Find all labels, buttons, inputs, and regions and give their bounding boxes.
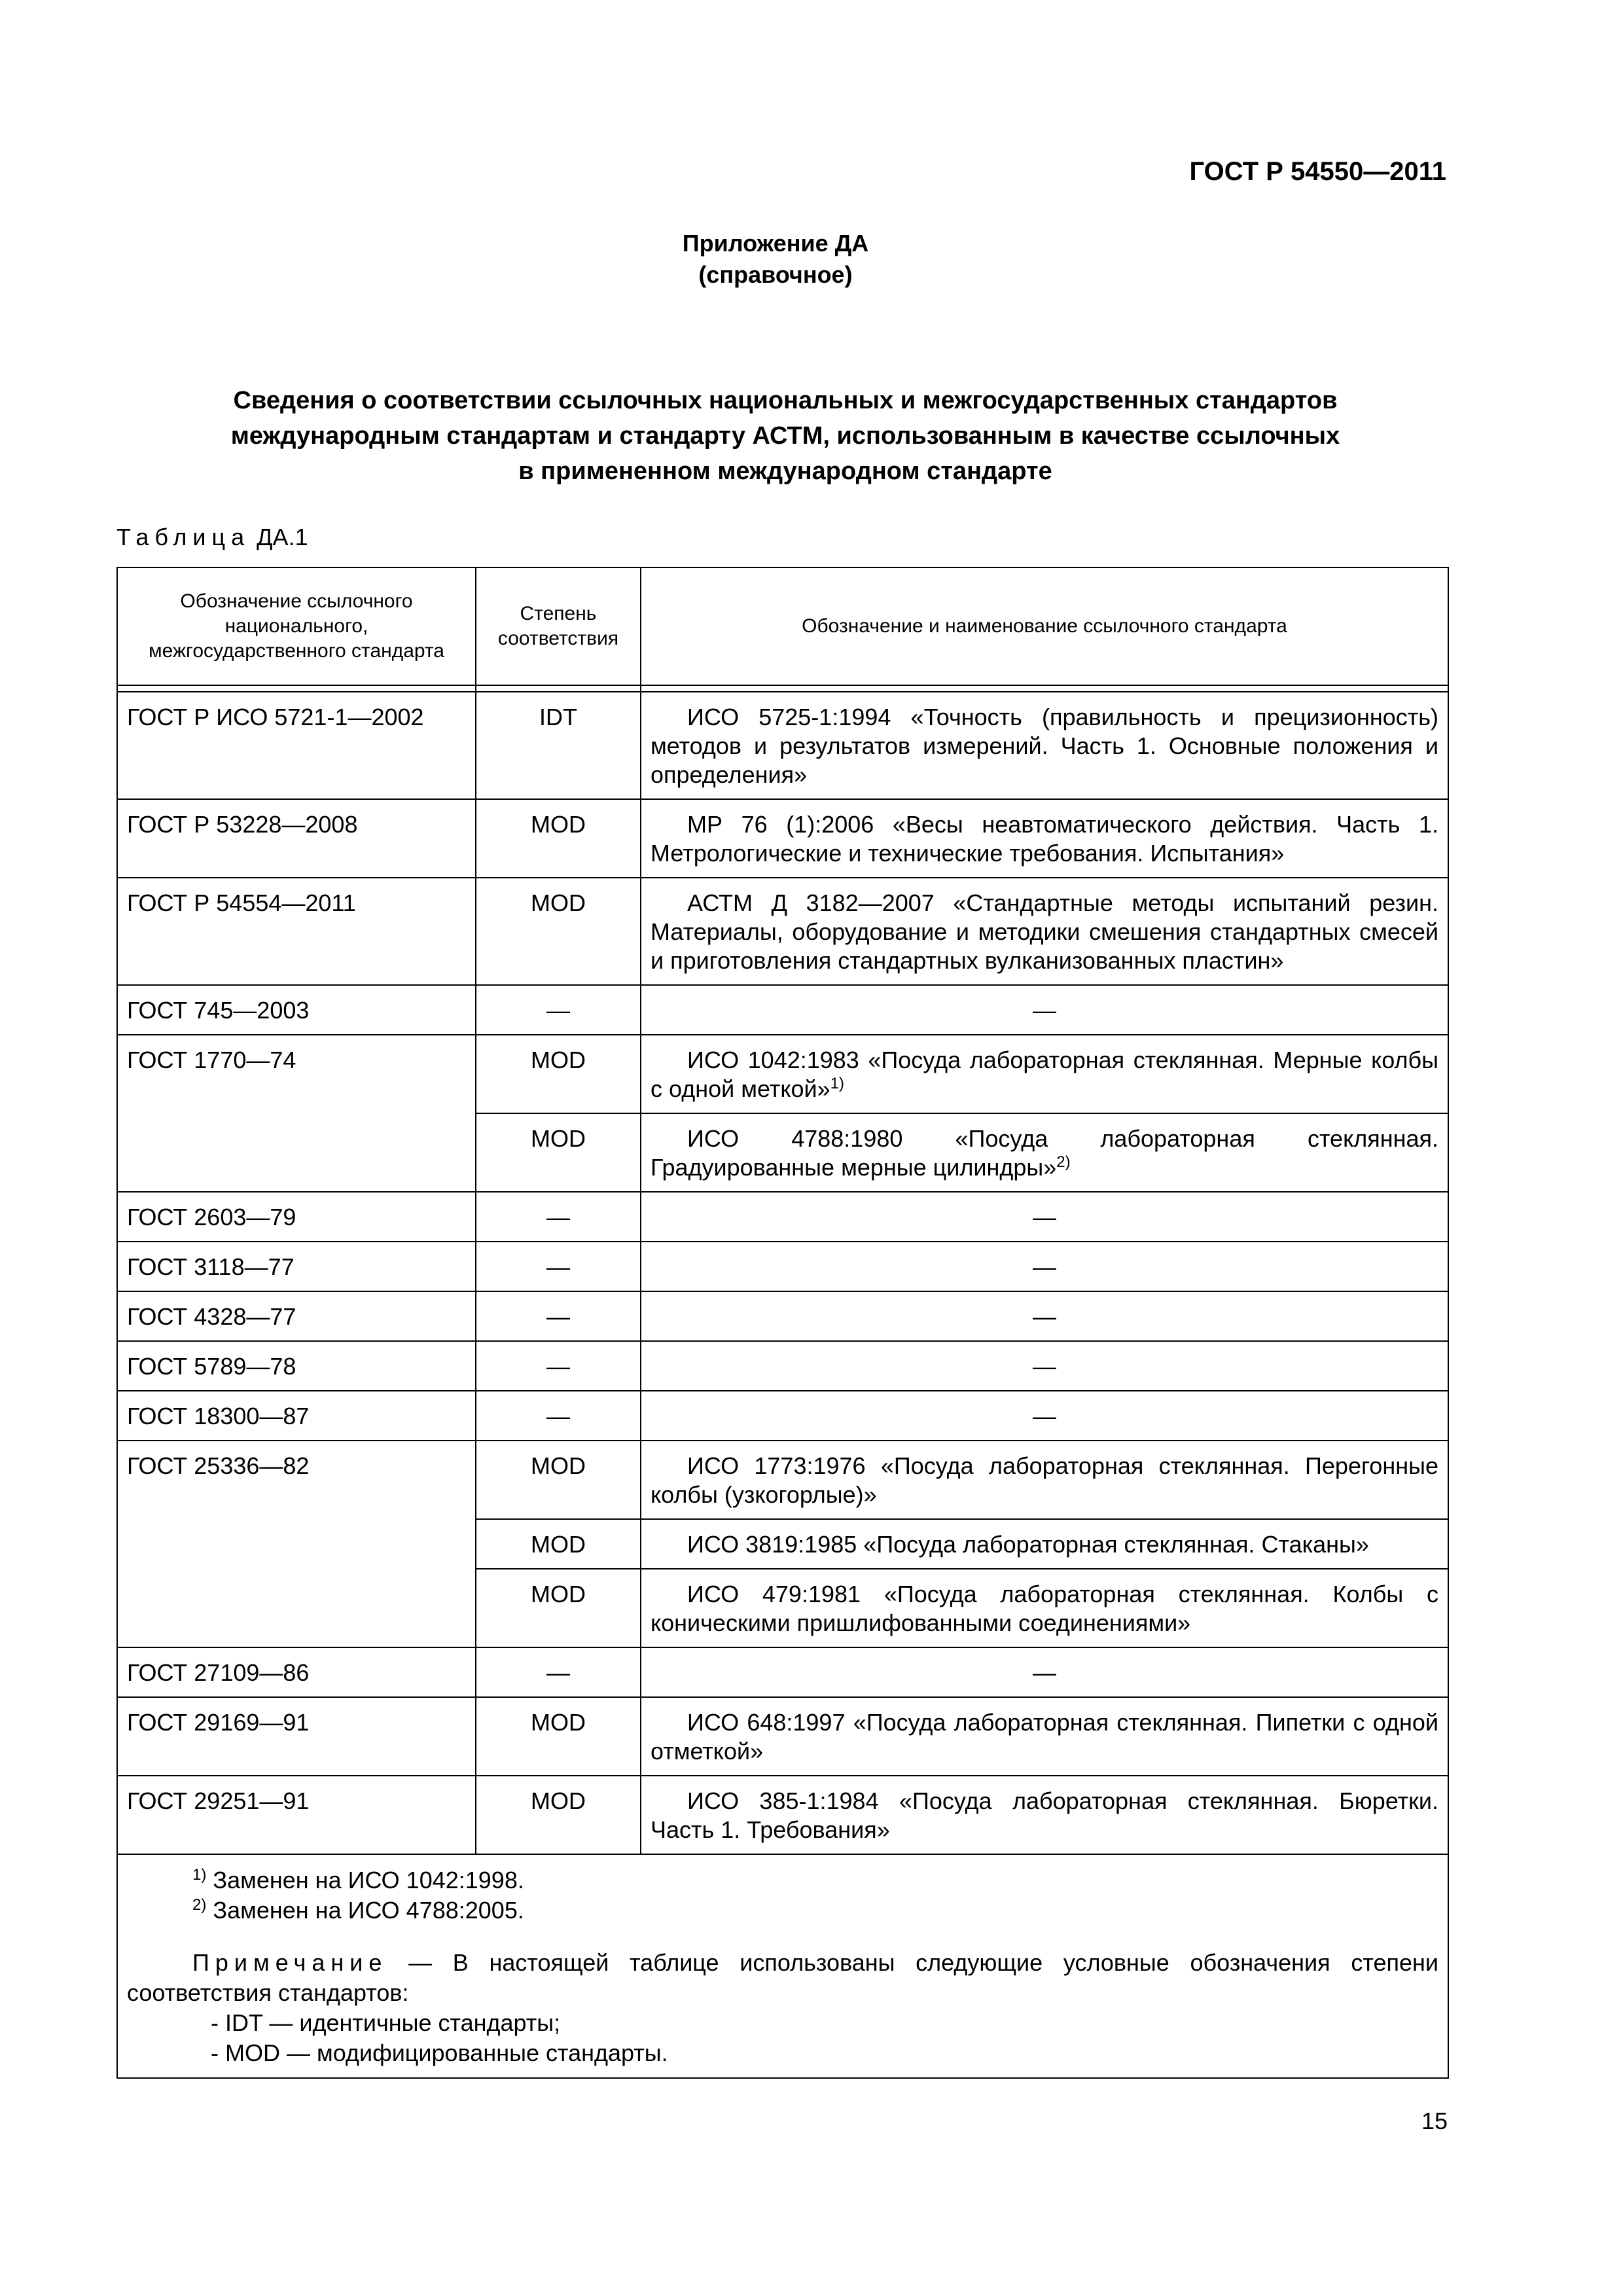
table-row xyxy=(117,1291,1448,1341)
footnote-mark: 2) xyxy=(192,1896,207,1914)
table-row xyxy=(117,1776,1448,1854)
cell-national-standard: ГОСТ Р 54554—2011 xyxy=(117,878,476,985)
cell-national-standard: ГОСТ Р ИСО 5721-1—2002 xyxy=(117,692,476,799)
cell-national-standard: ГОСТ Р 53228—2008 xyxy=(117,799,476,878)
cell-reference-standard xyxy=(641,799,1448,878)
cell-degree: MOD xyxy=(476,1113,641,1192)
reference-text: МР 76 (1):2006 «Весы неавтоматического действия. Часть 1. Метрологические и технические требования. Испытания» xyxy=(651,811,1438,867)
table-row xyxy=(117,1341,1448,1391)
note-text: — В настоящей таблице использованы следующие условные обозначения степени соответствия стандартов: xyxy=(127,1949,1438,2006)
cell-national-standard: ГОСТ 29251—91 xyxy=(117,1776,476,1854)
reference-text: ИСО 5725-1:1994 «Точность (правильность и прецизионность) методов и результатов измерений. Часть 1. Основные положения и определения» xyxy=(651,704,1438,788)
cell-degree: MOD xyxy=(476,878,641,985)
cell-degree: MOD xyxy=(476,1569,641,1647)
note-item: - IDT — идентичные стандарты; xyxy=(211,2009,561,2036)
heading-line: международным стандартам и стандарту АСТМ, использованным в качестве ссылочных xyxy=(230,422,1340,450)
cell-reference-standard: — xyxy=(641,985,1448,1035)
header-reference-standard: Обозначение и наименование ссылочного стандарта xyxy=(641,567,1448,685)
footnote-text: Заменен на ИСО 1042:1998. xyxy=(213,1867,524,1893)
cell-reference-standard xyxy=(641,1519,1448,1569)
cell-degree: — xyxy=(476,1341,641,1391)
cell-national-standard: ГОСТ 4328—77 xyxy=(117,1291,476,1341)
heading-line: Сведения о соответствии ссылочных национальных и межгосударственных стандартов xyxy=(233,387,1338,414)
correspondence-table xyxy=(116,567,1449,2079)
header-separator xyxy=(117,685,1448,692)
table-row xyxy=(117,985,1448,1035)
footnote xyxy=(127,1895,1438,1926)
cell-reference-standard xyxy=(641,692,1448,799)
annex-title: Приложение ДА xyxy=(682,230,869,257)
page-number: 15 xyxy=(1421,2108,1448,2134)
cell-degree: MOD xyxy=(476,1519,641,1569)
reference-text: АСТМ Д 3182—2007 «Стандартные методы испытаний резин. Материалы, оборудование и методики смешения стандартных смесей и приготовления стандартных вулканизованных пластин» xyxy=(651,889,1438,974)
cell-degree: — xyxy=(476,1647,641,1697)
cell-degree: MOD xyxy=(476,1776,641,1854)
header-degree: Степень соответствия xyxy=(476,567,641,685)
section-heading xyxy=(131,383,1440,489)
reference-text: ИСО 479:1981 «Посуда лабораторная стеклянная. Колбы с коническими пришлифованными соединениями» xyxy=(651,1581,1438,1636)
table-row xyxy=(117,878,1448,985)
cell-reference-standard: — xyxy=(641,1647,1448,1697)
cell-reference-standard xyxy=(641,1569,1448,1647)
reference-text: ИСО 648:1997 «Посуда лабораторная стеклянная. Пипетки с одной отметкой» xyxy=(651,1709,1438,1765)
document-code: ГОСТ Р 54550—2011 xyxy=(1189,157,1446,186)
cell-degree: IDT xyxy=(476,692,641,799)
cell-degree: MOD xyxy=(476,1697,641,1776)
reference-text: ИСО 4788:1980 «Посуда лабораторная стеклянная. Градуированные мерные цилиндры» xyxy=(651,1125,1438,1181)
table-row xyxy=(117,1035,1448,1113)
note-label: Примечание xyxy=(192,1949,388,1976)
cell-degree: MOD xyxy=(476,1441,641,1519)
table-row xyxy=(117,799,1448,878)
reference-text: ИСО 3819:1985 «Посуда лабораторная стеклянная. Стаканы» xyxy=(687,1531,1369,1558)
annex-header xyxy=(0,228,1551,291)
cell-national-standard: ГОСТ 3118—77 xyxy=(117,1242,476,1291)
table-header-row xyxy=(117,567,1448,685)
heading-line: в примененном международном стандарте xyxy=(518,457,1052,485)
cell-reference-standard xyxy=(641,1776,1448,1854)
cell-national-standard: ГОСТ 29169—91 xyxy=(117,1697,476,1776)
table-row xyxy=(117,1192,1448,1242)
table-row xyxy=(117,1242,1448,1291)
cell-reference-standard xyxy=(641,878,1448,985)
table-row xyxy=(117,692,1448,799)
cell-reference-standard xyxy=(641,1035,1448,1113)
table-notes xyxy=(117,1854,1448,2078)
cell-degree: MOD xyxy=(476,1035,641,1113)
cell-reference-standard xyxy=(641,1441,1448,1519)
cell-national-standard: ГОСТ 25336—82 xyxy=(117,1441,476,1647)
footnote-reference: 1) xyxy=(830,1075,844,1092)
cell-degree: — xyxy=(476,1291,641,1341)
note-paragraph xyxy=(127,1948,1438,2008)
cell-degree: — xyxy=(476,985,641,1035)
footnote-mark: 1) xyxy=(192,1866,207,1884)
annex-subtitle: (справочное) xyxy=(698,261,853,288)
cell-reference-standard: — xyxy=(641,1242,1448,1291)
cell-national-standard: ГОСТ 18300—87 xyxy=(117,1391,476,1441)
table-row xyxy=(117,1441,1448,1519)
cell-national-standard: ГОСТ 745—2003 xyxy=(117,985,476,1035)
cell-reference-standard xyxy=(641,1113,1448,1192)
table-caption-number: ДА.1 xyxy=(257,524,308,550)
table-body xyxy=(117,692,1448,1854)
cell-reference-standard: — xyxy=(641,1192,1448,1242)
cell-degree: — xyxy=(476,1242,641,1291)
reference-text: ИСО 1042:1983 «Посуда лабораторная стеклянная. Мерные колбы с одной меткой» xyxy=(651,1047,1438,1102)
cell-degree: MOD xyxy=(476,799,641,878)
cell-reference-standard: — xyxy=(641,1341,1448,1391)
reference-text: ИСО 1773:1976 «Посуда лабораторная стеклянная. Перегонные колбы (узкогорлые)» xyxy=(651,1452,1438,1508)
note-item: - MOD — модифицированные стандарты. xyxy=(211,2039,668,2066)
cell-national-standard: ГОСТ 1770—74 xyxy=(117,1035,476,1192)
cell-national-standard: ГОСТ 2603—79 xyxy=(117,1192,476,1242)
cell-degree: — xyxy=(476,1192,641,1242)
reference-text: ИСО 385-1:1984 «Посуда лабораторная стеклянная. Бюретки. Часть 1. Требования» xyxy=(651,1787,1438,1843)
table-caption xyxy=(116,524,308,551)
cell-degree: — xyxy=(476,1391,641,1441)
footnote-text: Заменен на ИСО 4788:2005. xyxy=(213,1897,524,1924)
table-row xyxy=(117,1697,1448,1776)
cell-reference-standard: — xyxy=(641,1391,1448,1441)
cell-national-standard: ГОСТ 5789—78 xyxy=(117,1341,476,1391)
footnote-reference: 2) xyxy=(1056,1153,1071,1171)
table-row xyxy=(117,1391,1448,1441)
footnote xyxy=(127,1865,1438,1895)
cell-reference-standard xyxy=(641,1697,1448,1776)
table-row xyxy=(117,1647,1448,1697)
header-national-standard: Обозначение ссылочного национального, межгосударственного стандарта xyxy=(117,567,476,685)
table-caption-prefix: Таблица xyxy=(116,524,251,550)
table-notes-row xyxy=(117,1854,1448,2078)
cell-reference-standard: — xyxy=(641,1291,1448,1341)
cell-national-standard: ГОСТ 27109—86 xyxy=(117,1647,476,1697)
